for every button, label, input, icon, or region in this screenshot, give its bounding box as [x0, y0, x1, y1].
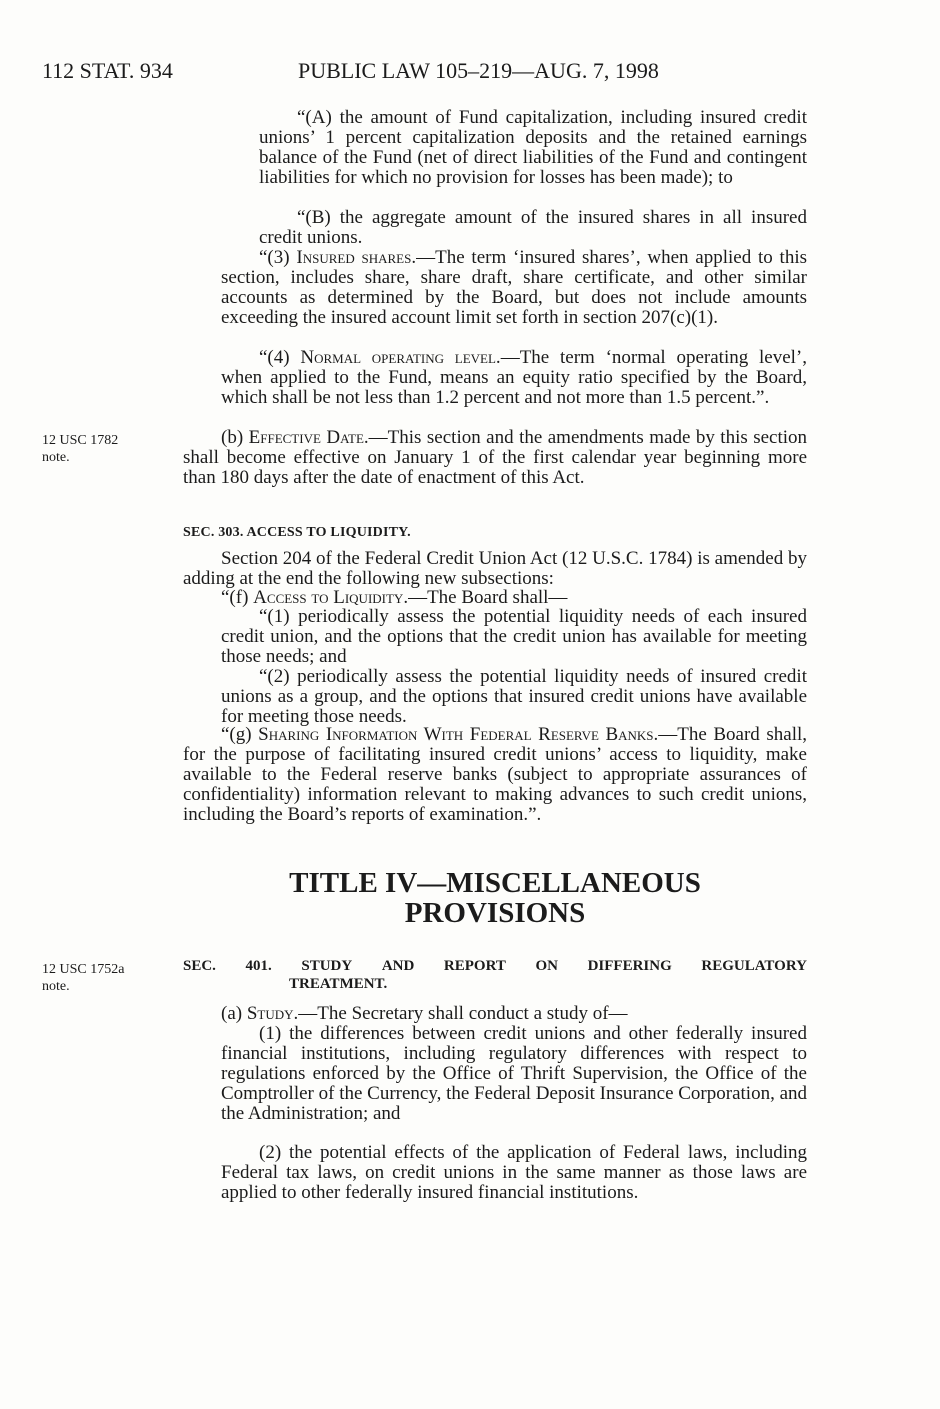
section-401-heading — [183, 958, 807, 993]
paragraph-number: “(3) — [259, 247, 297, 268]
paragraph-b-effective-date — [183, 428, 807, 488]
paragraph-g-sharing-information — [183, 725, 807, 825]
paragraph-number: “(f) — [221, 587, 254, 608]
margin-note-line: note. — [42, 979, 70, 994]
margin-note-line: 12 USC 1782 — [42, 433, 119, 448]
margin-note-line: 12 USC 1752a — [42, 962, 125, 977]
paragraph-text: —The Board shall, for the purpose of facilitating insured credit unions’ access to liquidity, make available to the Federal reserve banks (subject to appropriate assurances of confidentiality) information relevant to making advances to such credit unions, including the Board’s reports of examination.”. — [183, 724, 808, 825]
title-iv-heading — [183, 868, 807, 928]
paragraph-heading: Sharing Information With Federal Reserve Banks. — [258, 724, 659, 745]
paragraph-f1: “(1) periodically assess the potential liquidity needs of each insured credit union, and the options that the credit union has available for meeting those needs; and — [221, 606, 807, 667]
heading-word: SEC. — [183, 958, 216, 974]
paragraph-a-study — [183, 1004, 807, 1024]
paragraph-text: —The Board shall— — [408, 587, 568, 608]
paragraph-heading: Normal operating level. — [300, 347, 501, 368]
margin-note-line: note. — [42, 450, 70, 465]
paragraph-3-insured-shares — [221, 248, 807, 328]
stat-citation: 112 STAT. 934 — [42, 58, 173, 83]
heading-word: STUDY — [301, 958, 353, 974]
title-line: PROVISIONS — [404, 897, 586, 929]
paragraph-text: —This section and the amendments made by this section shall become effective on January 1 of the first calendar year beginning more than 180 days after the date of enactment of this Act. — [183, 427, 808, 488]
section-401-heading-line1 — [183, 958, 807, 975]
heading-word: AND — [381, 958, 415, 974]
paragraph-number: “(g) — [221, 724, 259, 745]
section-303-heading: SEC. 303. ACCESS TO LIQUIDITY. — [183, 525, 411, 540]
paragraph-heading: Insured shares. — [296, 247, 417, 268]
paragraph-number: (a) — [221, 1003, 247, 1024]
paragraph-number: (b) — [221, 427, 249, 448]
paragraph-A: “(A) the amount of Fund capitalization, including insured credit unions’ 1 percent capitalization deposits and the retained earnings balance of the Fund (net of direct liabilities of the Fund and contingent liabilities for which no provision for losses has been made); to — [259, 107, 807, 188]
section-401-heading-line2: TREATMENT. — [289, 976, 388, 992]
paragraph-heading: Effective Date. — [248, 427, 369, 448]
paragraph-f2: “(2) periodically assess the potential liquidity needs of insured credit unions as a group, and the options that insured credit unions have available for meeting those needs. — [221, 666, 807, 727]
paragraph-B: “(B) the aggregate amount of the insured shares in all insured credit unions. — [259, 207, 807, 248]
heading-word: ON — [535, 958, 558, 974]
heading-word: DIFFERING — [587, 958, 672, 974]
paragraph-a2: (2) the potential effects of the application of Federal laws, including Federal tax laws, on credit unions in the same manner as those laws are applied to other federally insured financial institutions. — [221, 1142, 807, 1203]
heading-word: REGULATORY — [701, 958, 807, 974]
heading-word: 401. — [245, 958, 272, 974]
title-line: TITLE IV—MISCELLANEOUS — [289, 867, 701, 899]
paragraph-number: “(4) — [259, 347, 301, 368]
paragraph-4-normal-operating-level — [221, 348, 807, 408]
paragraph-heading: Access to Liquidity. — [253, 587, 409, 608]
paragraph-heading: Study. — [246, 1003, 299, 1024]
paragraph-text: —The term ‘normal operating level’, when applied to the Fund, means an equity ratio specified by the Board, which shall be not less than 1.2 percent and not more than 1.5 percent.”. — [221, 347, 807, 408]
running-header: PUBLIC LAW 105–219—AUG. 7, 1998 — [298, 58, 659, 83]
paragraph-f-access-to-liquidity — [183, 588, 807, 608]
heading-word: REPORT — [443, 958, 506, 974]
margin-note-1752a — [42, 961, 124, 995]
margin-note-1782 — [42, 432, 118, 466]
paragraph-text: —The term ‘insured shares’, when applied to this section, includes share, share draft, share certificate, and other similar accounts as determined by the Board, but does not include amounts exceeding the insured account limit set forth in section 207(c)(1). — [221, 247, 808, 328]
paragraph-a1: (1) the differences between credit unions and other federally insured financial institutions, including regulatory differences with respect to regulations enforced by the Office of Thrift Supervision, the Office of the Comptroller of the Currency, the Federal Deposit Insurance Corporation, and the Administration; and — [221, 1023, 808, 1124]
paragraph-text: —The Secretary shall conduct a study of— — [298, 1003, 628, 1024]
section-303-intro: Section 204 of the Federal Credit Union Act (12 U.S.C. 1784) is amended by adding at the end the following new subsections: — [183, 548, 807, 589]
